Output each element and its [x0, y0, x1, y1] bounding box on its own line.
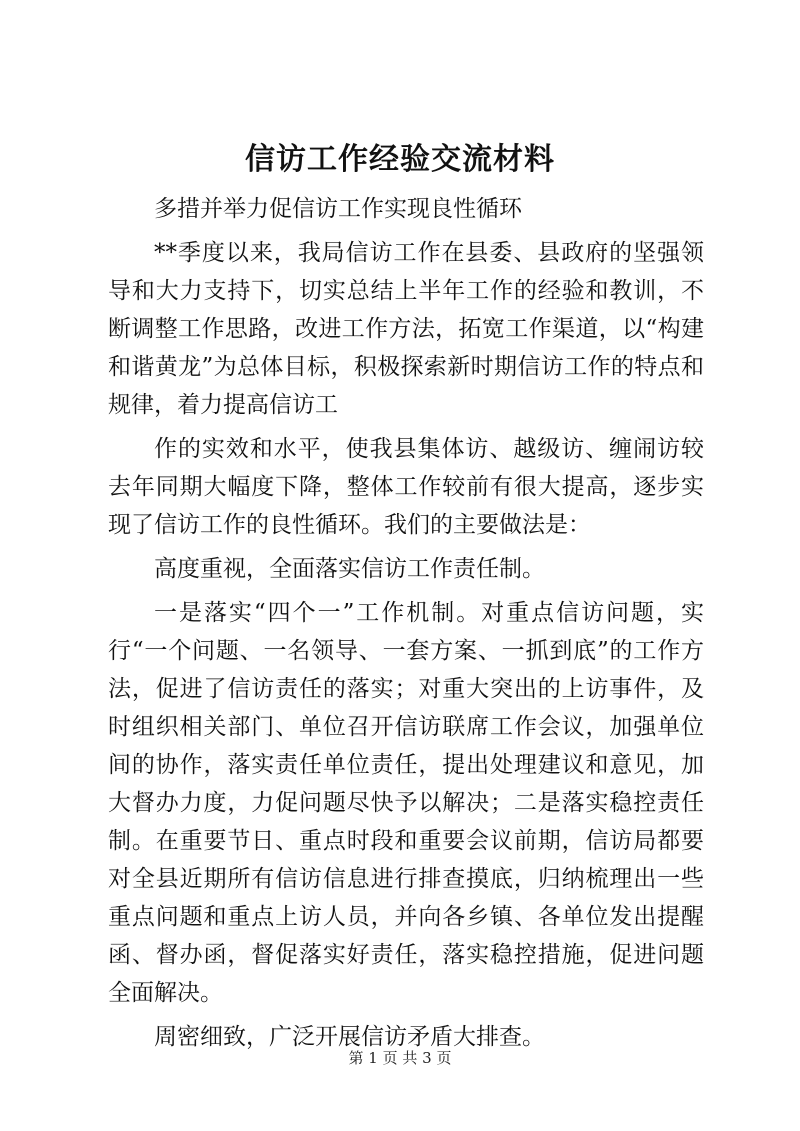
paragraph-intro: **季度以来，我局信访工作在县委、县政府的坚强领导和大力支持下，切实总结上半年工作的经验和教训，不断调整工作思路，改进工作方法，拓宽工作渠道，以“构建和谐黄龙”为总体目标，积极探索新时期信访工作的特点和规律，着力提高信访工 [108, 240, 704, 418]
section-heading-responsibility: 高度重视，全面落实信访工作责任制。 [154, 556, 545, 582]
paragraph-intro-continued: 作的实效和水平，使我县集体访、越级访、缠闹访较去年同期大幅度下降，整体工作较前有很大提高，逐步实现了信访工作的良性循环。我们的主要做法是： [108, 436, 704, 538]
paragraph-responsibility-details: 一是落实“四个一”工作机制。对重点信访问题，实行“一个问题、一名领导、一套方案、一抓到底”的工作方法，促进了信访责任的落实；对重大突出的上访事件，及时组织相关部门、单位召开信访联席工作会议，加强单位间的协作，落实责任单位责任，提出处理建议和意见，加大督办力度，力促问题尽快予以解决；二是落实稳控责任制。在重要节日、重点时段和重要会议前期，信访局都要对全县近期所有信访信息进行排查摸底，归纳梳理出一些重点问题和重点上访人员，并向各乡镇、各单位发出提醒函、督办函，督促落实好责任，落实稳控措施，促进问题全面解决。 [108, 600, 704, 1006]
section-subtitle: 多措并举力促信访工作实现良性循环 [154, 196, 522, 222]
page-footer: 第 1 页 共 3 页 [348, 1049, 452, 1067]
document-body [108, 190, 704, 1062]
section-heading-investigation: 周密细致，广泛开展信访矛盾大排查。 [154, 1024, 545, 1050]
document-title: 信访工作经验交流材料 [245, 142, 555, 177]
